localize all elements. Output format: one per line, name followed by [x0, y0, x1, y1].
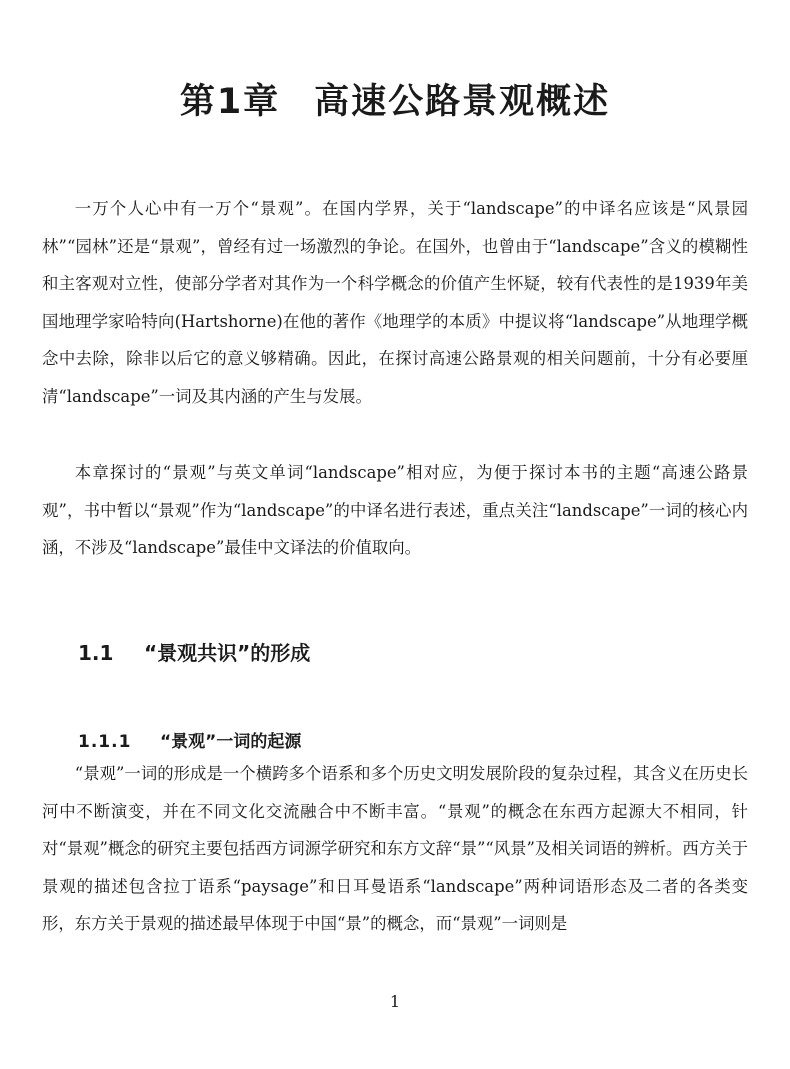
subsection-number: 1.1.1 — [78, 732, 132, 752]
chapter-number: 第1章 — [179, 82, 281, 123]
section-number: 1.1 — [78, 640, 114, 665]
section-title: “景观共识”的形成 — [144, 640, 311, 665]
page-number: 1 — [389, 992, 401, 1011]
subsection-title: “景观”一词的起源 — [160, 732, 302, 752]
paragraph-intro: 一万个人心中有一万个“景观”。在国内学界，关于“landscape”的中译名应该是“风景园林”“园林”还是“景观”，曾经有过一场激烈的争论。在国外，也曾由于“landscape”含义的模糊性和主客观对立性，使部分学者对其作为一个科学概念的价值产生怀疑，较有代表性的是1939年美国地理学家哈特向(Hartshorne)在他的著作《地理学的本质》中提议将“landscape”从地理学概念中去除，除非以后它的意义够精确。因此，在探讨高速公路景观的相关问题前，十分有必要厘清“landscape”一词及其内涵的产生与发展。 — [42, 199, 748, 406]
chapter-title — [0, 77, 790, 127]
chapter-name: 高速公路景观概述 — [314, 82, 611, 123]
paragraph-scope: 本章探讨的“景观”与英文单词“landscape”相对应，为便于探讨本书的主题“高速公路景观”，书中暂以“景观”作为“landscape”的中译名进行表述，重点关注“landscape”一词的核心内涵，不涉及“landscape”最佳中文译法的价值取向。 — [42, 463, 748, 557]
section-heading — [78, 635, 310, 671]
paragraph-origin: “景观”一词的形成是一个横跨多个语系和多个历史文明发展阶段的复杂过程，其含义在历史长河中不断演变，并在不同文化交流融合中不断丰富。“景观”的概念在东西方起源大不相同，针对“景观”概念的研究主要包括西方词源学研究和东方文辞“景”“风景”及相关词语的辨析。西方关于景观的描述包含拉丁语系“paysage”和日耳曼语系“landscape”两种词语形态及二者的各类变形，东方关于景观的描述最早体现于中国“景”的概念，而“景观”一词则是 — [42, 764, 748, 933]
subsection-heading — [78, 725, 301, 759]
